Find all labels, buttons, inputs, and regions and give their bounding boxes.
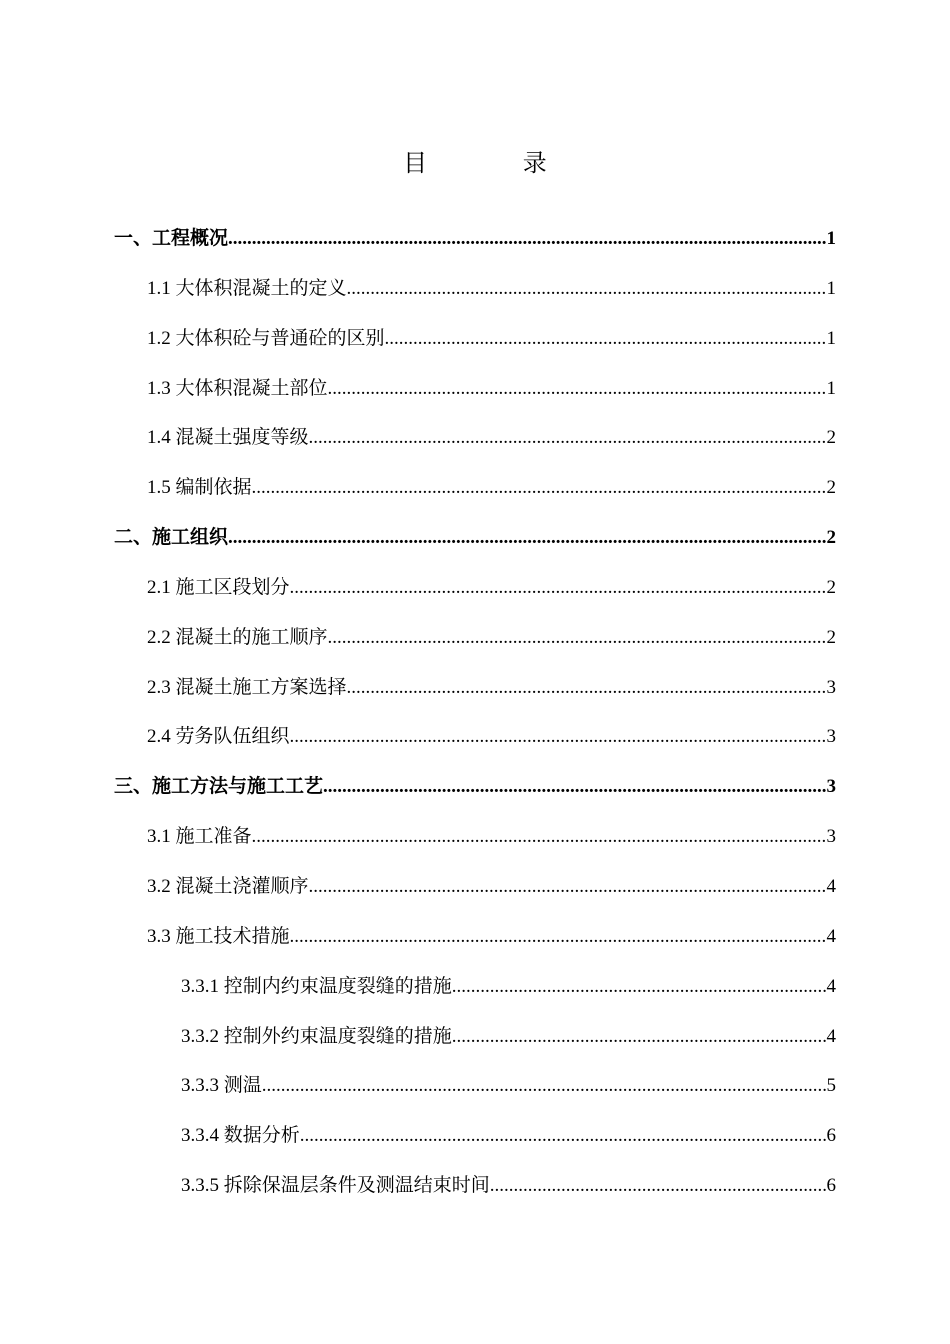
toc-dot-leader	[252, 823, 827, 851]
toc-dot-leader	[452, 973, 827, 1001]
toc-entry-line	[147, 823, 836, 851]
toc-dot-leader	[323, 773, 826, 801]
toc-entry-line	[181, 973, 836, 1001]
toc-entry[interactable]	[0, 769, 950, 819]
toc-page-number: 2	[826, 527, 836, 549]
toc-entry-line	[147, 624, 836, 652]
toc-page-number: 1	[826, 327, 836, 349]
toc-page-number: 2	[826, 576, 836, 598]
toc-entry[interactable]	[0, 371, 950, 421]
toc-entry-title: 3.3.5 拆除保温层条件及测温结束时间	[181, 1175, 490, 1197]
toc-entry-title: 2.2 混凝土的施工顺序	[147, 626, 328, 648]
toc-dot-leader	[309, 873, 827, 901]
toc-dot-leader	[347, 674, 827, 702]
toc-entry-line	[147, 923, 836, 951]
toc-entry[interactable]	[0, 869, 950, 919]
toc-page-number: 2	[826, 427, 836, 449]
toc-dot-leader	[328, 624, 827, 652]
table-of-contents	[0, 221, 950, 1218]
toc-entry-title: 一、工程概况	[114, 228, 229, 249]
toc-entry[interactable]	[0, 969, 950, 1019]
toc-dot-leader	[228, 225, 826, 253]
toc-entry-title: 3.3.1 控制内约束温度裂缝的措施	[181, 975, 452, 997]
toc-entry-title: 三、施工方法与施工工艺	[114, 776, 324, 798]
toc-entry[interactable]	[0, 470, 950, 520]
toc-entry-title: 1.5 编制依据	[147, 477, 252, 499]
toc-entry[interactable]	[0, 520, 950, 570]
toc-entry-line	[181, 1122, 836, 1150]
toc-page-number: 5	[826, 1075, 836, 1097]
toc-entry[interactable]	[0, 420, 950, 470]
toc-entry-title: 3.2 混凝土浇灌顺序	[147, 875, 309, 897]
toc-dot-leader	[300, 1122, 827, 1150]
toc-entry-line	[114, 524, 836, 552]
toc-entry-title: 2.1 施工区段划分	[147, 576, 290, 598]
toc-dot-leader	[328, 375, 827, 403]
toc-entry-title: 1.2 大体积砼与普通砼的区别	[147, 327, 385, 349]
toc-entry[interactable]	[0, 620, 950, 670]
toc-entry[interactable]	[0, 570, 950, 620]
toc-dot-leader	[290, 574, 827, 602]
toc-page-number: 3	[826, 676, 836, 698]
toc-entry-title: 3.3.4 数据分析	[181, 1125, 300, 1147]
toc-page-number: 3	[826, 826, 836, 848]
toc-entry[interactable]	[0, 271, 950, 321]
toc-dot-leader	[252, 474, 827, 502]
toc-page-number: 1	[826, 277, 836, 299]
toc-entry[interactable]	[0, 919, 950, 969]
toc-page-number: 3	[826, 726, 836, 748]
toc-entry-title: 1.3 大体积混凝土部位	[147, 377, 328, 399]
toc-dot-leader	[290, 923, 827, 951]
toc-page-number: 4	[826, 925, 836, 947]
toc-page-number: 1	[826, 228, 836, 249]
toc-dot-leader	[385, 325, 827, 353]
toc-page-number: 4	[826, 875, 836, 897]
toc-dot-leader	[262, 1072, 827, 1100]
toc-entry[interactable]	[0, 719, 950, 769]
toc-entry-line	[147, 275, 836, 303]
toc-entry-line	[147, 325, 836, 353]
toc-entry-title: 3.1 施工准备	[147, 826, 252, 848]
toc-entry-title: 3.3.3 测温	[181, 1075, 262, 1097]
toc-entry-title: 3.3 施工技术措施	[147, 925, 290, 947]
toc-entry-line	[181, 1023, 836, 1051]
toc-entry[interactable]	[0, 819, 950, 869]
toc-page-number: 6	[826, 1125, 836, 1147]
toc-entry[interactable]	[0, 1118, 950, 1168]
toc-entry[interactable]	[0, 1068, 950, 1118]
toc-entry-line	[147, 674, 836, 702]
toc-page-number: 2	[826, 626, 836, 648]
toc-entry-title: 1.4 混凝土强度等级	[147, 427, 309, 449]
toc-entry[interactable]	[0, 1168, 950, 1218]
toc-page-number: 1	[826, 377, 836, 399]
toc-entry-title: 1.1 大体积混凝土的定义	[147, 277, 347, 299]
toc-entry[interactable]	[0, 1019, 950, 1069]
toc-dot-leader	[290, 723, 827, 751]
toc-entry-title: 3.3.2 控制外约束温度裂缝的措施	[181, 1025, 452, 1047]
toc-entry-title: 2.3 混凝土施工方案选择	[147, 676, 347, 698]
toc-page-number: 4	[826, 1025, 836, 1047]
toc-entry-line	[181, 1072, 836, 1100]
toc-dot-leader	[490, 1172, 827, 1200]
toc-entry-line	[147, 375, 836, 403]
toc-page-number: 4	[826, 975, 836, 997]
toc-page-number: 6	[826, 1175, 836, 1197]
toc-dot-leader	[228, 524, 826, 552]
toc-entry-line	[147, 474, 836, 502]
toc-page-number: 3	[826, 776, 836, 798]
toc-entry-line	[114, 773, 836, 801]
toc-entry-line	[147, 424, 836, 452]
toc-entry[interactable]	[0, 670, 950, 720]
toc-page-number: 2	[826, 477, 836, 499]
toc-entry-line	[147, 873, 836, 901]
toc-dot-leader	[347, 275, 827, 303]
toc-entry-line	[181, 1172, 836, 1200]
toc-title: 目 录	[403, 149, 591, 177]
toc-entry[interactable]	[0, 221, 950, 271]
toc-dot-leader	[309, 424, 827, 452]
toc-dot-leader	[452, 1023, 827, 1051]
toc-entry-line	[147, 723, 836, 751]
toc-entry-line	[114, 225, 836, 253]
toc-entry[interactable]	[0, 321, 950, 371]
toc-entry-title: 二、施工组织	[114, 527, 229, 549]
toc-entry-title: 2.4 劳务队伍组织	[147, 726, 290, 748]
toc-entry-line	[147, 574, 836, 602]
